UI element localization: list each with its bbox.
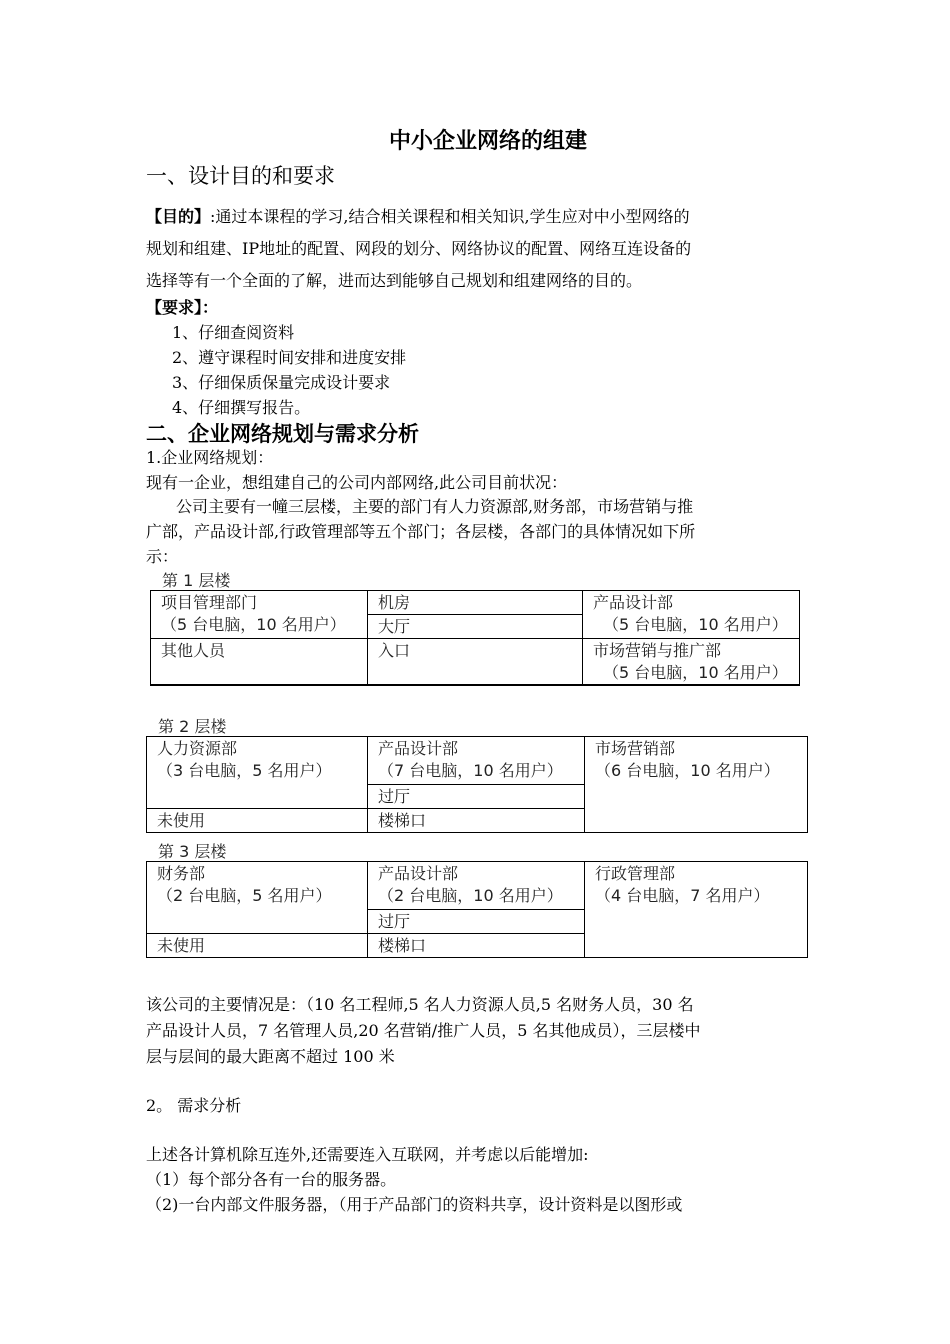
cell-name: 产品设计部 [378, 739, 459, 758]
floor2-cell-product-design [368, 737, 585, 785]
cell-name: 楼梯口 [378, 936, 427, 955]
floor1-cell-lobby [368, 615, 583, 639]
floor2-caption: 第 2 层楼 [158, 717, 227, 736]
cell-name: 市场营销与推广部 [593, 641, 722, 660]
cell-detail: （2 台电脑，10 名用户） [378, 886, 563, 905]
subheading-needs: 2。 需求分析 [146, 1096, 242, 1115]
cell-name: 项目管理部门 [161, 593, 258, 612]
purpose-line-1 [146, 204, 690, 227]
floor3-cell-unused [147, 934, 368, 958]
section1-heading: 一、设计目的和要求 [146, 164, 335, 188]
floor2-cell-hall [368, 785, 585, 809]
cell-name: 过厅 [378, 912, 411, 931]
floor1-cell-project-mgmt [151, 591, 368, 639]
cell-detail: （5 台电脑，10 名用户） [603, 663, 788, 682]
section2-heading: 二、企业网络规划与需求分析 [146, 422, 419, 446]
document-title: 中小企业网络的组建 [388, 129, 587, 154]
floor3-cell-admin [585, 862, 808, 958]
floor1-cell-entrance [368, 639, 583, 686]
subheading-planning: 1.企业网络规划： [146, 448, 274, 467]
requirement-item: 1、仔细查阅资料 [172, 323, 295, 342]
desc-line-3: 示： [146, 547, 179, 566]
purpose-line-2: 规划和组建、IP地址的配置、网段的划分、网络协议的配置、网络互连设备的 [146, 239, 692, 258]
floor1-cell-others [151, 639, 368, 686]
cell-name: 大厅 [378, 617, 411, 636]
floor3-cell-stairs [368, 934, 585, 958]
cell-name: 产品设计部 [593, 593, 674, 612]
summary-line-2: 产品设计人员，7 名管理人员,20 名营销/推广人员，5 名其他成员），三层楼中 [146, 1021, 701, 1040]
cell-name: 财务部 [157, 864, 206, 883]
cell-name: 未使用 [157, 936, 206, 955]
summary-line-1: 该公司的主要情况是：（10 名工程师,5 名人力资源人员,5 名财务人员，30 名 [146, 995, 694, 1014]
floor2-cell-hr [147, 737, 368, 809]
cell-detail: （3 台电脑，5 名用户） [157, 761, 332, 780]
cell-name: 市场营销部 [595, 739, 676, 758]
floor2-cell-marketing [585, 737, 808, 833]
cell-name: 楼梯口 [378, 811, 427, 830]
purpose-label: 【目的】 [146, 207, 211, 226]
purpose-text-1: :通过本课程的学习,结合相关课程和相关知识,学生应对中小型网络的 [210, 207, 690, 226]
cell-name: 产品设计部 [378, 864, 459, 883]
needs-item: （2)一台内部文件服务器，（用于产品部门的资料共享，设计资料是以图形或 [146, 1195, 683, 1214]
cell-detail: （5 台电脑，10 名用户） [161, 615, 346, 634]
requirements-label: 【要求】： [146, 298, 219, 317]
cell-detail: （4 台电脑，7 名用户） [595, 886, 770, 905]
floor1-caption: 第 1 层楼 [162, 571, 231, 590]
floor2-cell-stairs [368, 809, 585, 833]
floor1-cell-product-design [583, 591, 800, 639]
needs-intro: 上述各计算机除互连外,还需要连入互联网，并考虑以后能增加: [146, 1145, 589, 1164]
cell-name: 未使用 [157, 811, 206, 830]
requirement-item: 2、遵守课程时间安排和进度安排 [172, 348, 407, 367]
floor1-cell-server-room [368, 591, 583, 615]
floor3-caption: 第 3 层楼 [158, 842, 227, 861]
summary-line-3: 层与层间的最大距离不超过 100 米 [146, 1047, 395, 1066]
cell-name: 行政管理部 [595, 864, 676, 883]
cell-detail: （6 台电脑，10 名用户） [595, 761, 780, 780]
requirement-item: 4、仔细撰写报告。 [172, 398, 311, 417]
floor1-cell-marketing [583, 639, 800, 686]
floor1-table [150, 590, 800, 686]
floor3-cell-finance [147, 862, 368, 934]
cell-name: 过厅 [378, 787, 411, 806]
cell-name: 机房 [378, 593, 411, 612]
cell-name: 入口 [378, 641, 411, 660]
floor3-cell-hall [368, 910, 585, 934]
intro-text: 现有一企业，想组建自己的公司内部网络,此公司目前状况： [146, 473, 568, 492]
desc-line-1: 公司主要有一幢三层楼，主要的部门有人力资源部,财务部，市场营销与推 [176, 497, 694, 516]
floor2-cell-unused [147, 809, 368, 833]
cell-name: 其他人员 [161, 641, 226, 660]
cell-name: 人力资源部 [157, 739, 238, 758]
purpose-line-3: 选择等有一个全面的了解，进而达到能够自己规划和组建网络的目的。 [146, 271, 643, 290]
floor2-table [146, 736, 808, 833]
cell-detail: （5 台电脑，10 名用户） [603, 615, 788, 634]
cell-detail: （2 台电脑，5 名用户） [157, 886, 332, 905]
needs-item: （1）每个部分各有一台的服务器。 [146, 1170, 397, 1189]
floor3-table [146, 861, 808, 958]
desc-line-2: 广部，产品设计部,行政管理部等五个部门；各层楼，各部门的具体情况如下所 [146, 522, 696, 541]
requirement-item: 3、仔细保质保量完成设计要求 [172, 373, 391, 392]
cell-detail: （7 台电脑，10 名用户） [378, 761, 563, 780]
floor3-cell-product-design [368, 862, 585, 910]
